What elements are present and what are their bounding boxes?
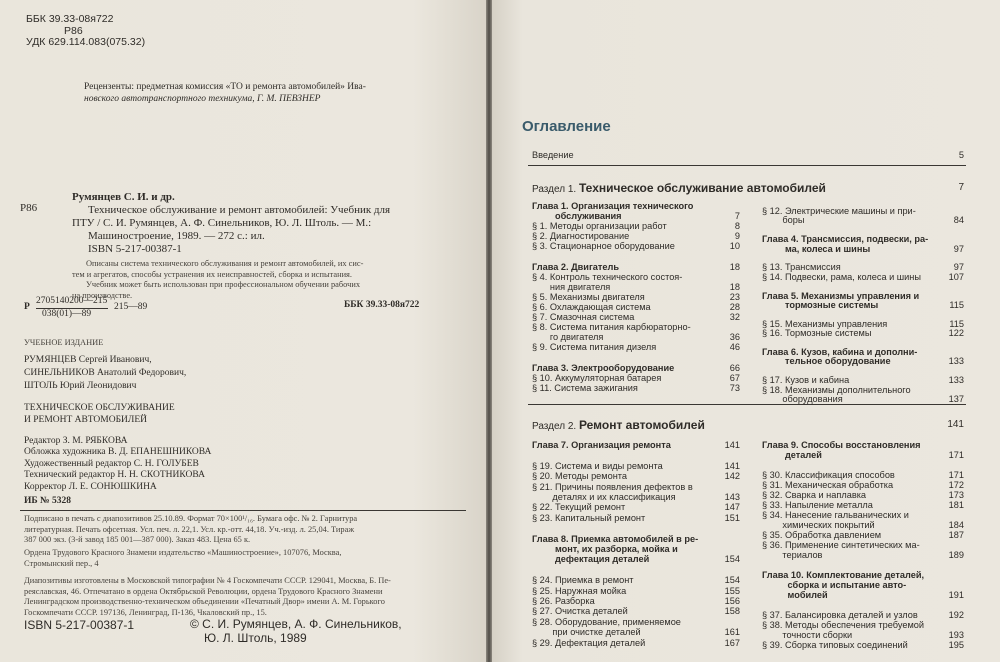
authors-list [24, 354, 186, 393]
toc-entry-title: § 15. Механизмы управления [762, 318, 888, 329]
toc-entry-page: 97 [953, 243, 964, 254]
left-page [0, 0, 486, 662]
description-line: Учебник может быть использован при профессиональном обучении рабочих [86, 280, 361, 289]
section-title: Ремонт автомобилей [578, 418, 705, 432]
toc-entry-title: § 21. Причины появления дефектов в [532, 481, 693, 492]
toc-entry-page: 23 [729, 291, 740, 302]
code-numerator: 2705140200—215 [36, 296, 108, 306]
author-full: СИНЕЛЬНИКОВ Анатолий Федорович, [24, 368, 187, 378]
isbn-bottom: ISBN 5-217-00387-1 [24, 618, 135, 632]
editor-line: Корректор Л. Е. СОНЮШКИНА [24, 481, 157, 492]
printing-line: Госкомпечати СССР. 197136, Ленинград, П-136, Чкаловский пр., 15. [24, 607, 267, 617]
bib-isbn: ISBN 5-217-00387-1 [88, 243, 182, 255]
toc-entry-page: 67 [729, 372, 740, 383]
printing-line: Диапозитивы изготовлены в Московской типографии № 4 Госкомпечати СССР. 129041, Москва, Б. Пе- [24, 576, 391, 585]
reviewers-line: новского автотранспортного техникума, Г. М. ПЕВЗНЕР [84, 93, 321, 104]
toc-entry-title: § 9. Система питания дизеля [532, 342, 657, 353]
toc-entry-page: 122 [948, 328, 964, 339]
toc-entry-title: § 4. Контроль технического состоя- [532, 271, 683, 282]
toc-entry-title: Глава 8. Приемка автомобилей в ре- [532, 533, 699, 544]
toc-entry-title: § 12. Электрические машины и при- [762, 206, 916, 216]
toc-entry-page: 133 [948, 375, 964, 386]
toc-entry-page: 28 [729, 302, 740, 312]
toc-entry-page: 167 [724, 637, 740, 648]
toc-entry-title: § 18. Механизмы дополнительного [762, 384, 911, 395]
toc-entry-title: ма, колеса и шины [762, 243, 871, 254]
toc-entry-page: 189 [948, 550, 964, 560]
udk-code: УДК 629.114.083(075.32) [26, 36, 146, 48]
toc-entry-title: § 32. Сварка и наплавка [762, 490, 867, 500]
title-line: И РЕМОНТ АВТОМОБИЛЕЙ [24, 415, 148, 425]
toc-entry-page: 8 [734, 221, 740, 232]
toc-entry-title: деталей [762, 450, 822, 460]
toc-entry-page: 184 [948, 520, 964, 530]
toc-entry-page: 158 [724, 606, 740, 617]
toc-entry-title: Глава 6. Кузов, кабина и дополни- [762, 347, 918, 357]
toc-entry-title: Глава 5. Механизмы управления и [762, 290, 920, 301]
toc-entry-title: § 28. Оборудование, применяемое [532, 616, 681, 627]
toc-entry-title: оборудования [762, 394, 843, 404]
toc-entry-title: § 36. Применение синтетических ма- [762, 540, 920, 550]
toc-entry-page: 161 [724, 627, 740, 638]
toc-entry-title: Глава 9. Способы восстановления [762, 440, 921, 450]
publisher-line: Стромынский пер., 4 [24, 558, 99, 568]
author-full: РУМЯНЦЕВ Сергей Иванович, [24, 355, 152, 365]
book-title [24, 402, 175, 426]
author-mark: Р86 [64, 24, 83, 37]
printing-info [24, 576, 391, 618]
description-line: Описаны система технического обслуживания и ремонт автомобилей, их сис- [86, 259, 364, 268]
toc-entry-title: § 14. Подвески, рама, колеса и шины [762, 271, 921, 282]
toc-entry-title: точности сборки [762, 630, 853, 640]
toc-entry-page: 172 [948, 480, 964, 490]
toc-entry-title: § 37. Балансировка деталей и узлов [762, 610, 918, 620]
toc-entry-page: 66 [729, 362, 740, 373]
toc-entry-title: Глава 10. Комплектование деталей, [762, 570, 925, 580]
bibliographic-record [72, 191, 390, 256]
toc-entry-title: деталях и их классификация [532, 492, 676, 502]
toc-entry-title: Глава 4. Трансмиссия, подвески, ра- [762, 234, 929, 245]
bbk-right: ББК 39.33-08я722 [344, 300, 420, 310]
toc-entry-title: мобилей [762, 590, 828, 600]
right-page [492, 0, 1000, 662]
toc-entry-title: § 6. Охлаждающая система [532, 302, 651, 312]
toc-entry-title: § 33. Напыление металла [762, 500, 873, 510]
toc-entry-page: 46 [729, 342, 740, 353]
section-number: Раздел 2. [532, 421, 577, 432]
toc-entry-title: ния двигателя [532, 281, 611, 292]
toc-entry-title: § 23. Капитальный ремонт [532, 512, 646, 523]
bib-line: ПТУ / С. И. Румянцев, А. Ф. Синельников, Ю. Л. Штоль. — М.: [72, 217, 372, 229]
toc-entry-page: 143 [724, 492, 740, 502]
edition-type: УЧЕБНОЕ ИЗДАНИЕ [24, 338, 104, 347]
toc-entry-title: § 13. Трансмиссия [762, 262, 841, 273]
editor-line: Художественный редактор С. Н. ГОЛУБЕВ [24, 458, 199, 469]
toc-entry-title: § 39. Сборка типовых соединений [762, 640, 908, 650]
toc-entry-title: § 22. Текущий ремонт [532, 502, 626, 513]
author-full: ШТОЛЬ Юрий Леонидович [24, 381, 137, 391]
author-mark-left: Р86 [20, 202, 38, 214]
description-line: на производстве. [72, 290, 133, 300]
toc-entry-title: при очистке деталей [532, 627, 641, 638]
toc-entry-page: 156 [724, 596, 740, 606]
toc-entry-title: § 26. Разборка [532, 596, 595, 606]
toc-entry-page: 155 [724, 585, 740, 596]
toc-entry-page: 115 [949, 318, 964, 329]
toc-entry-page: 187 [948, 530, 964, 540]
toc-entry-page: 32 [729, 312, 740, 323]
copyright-line: © С. И. Румянцев, А. Ф. Синельников, [190, 617, 402, 631]
toc-entry-title: Глава 1. Организация технического [532, 201, 694, 211]
toc-entry-page: 192 [948, 610, 964, 620]
section-number: Раздел 1. [532, 184, 577, 195]
toc-entry-page: 154 [724, 554, 740, 565]
toc-entry-title: § 34. Нанесение гальванических и [762, 510, 909, 520]
section-title: Техническое обслуживание автомобилей [578, 181, 826, 195]
description [72, 259, 363, 301]
toc-entry-title: § 29. Дефектация деталей [532, 637, 646, 648]
divider [528, 165, 966, 166]
toc-entry-page: 171 [948, 450, 964, 460]
publisher-line: Ордена Трудового Красного Знамени издательство «Машиностроение», 107076, Москва, [24, 548, 342, 557]
editor-line: Технический редактор Н. Н. СКОТНИКОВА [24, 470, 205, 481]
toc-entry-title: го двигателя [532, 332, 604, 343]
print-line: 387 000 экз. (3-й завод 185 001—387 000). Заказ 483. Цена 65 к. [24, 535, 251, 544]
editors-list [24, 436, 211, 493]
code-letter: Р [24, 302, 30, 312]
classification-block [26, 14, 145, 49]
reviewers-line: Рецензенты: предметная комиссия «ТО и ремонта автомобилей» Ива- [84, 82, 366, 92]
toc-entry-title: § 25. Наружная мойка [532, 585, 627, 596]
print-line: литературная. Печать офсетная. Усл. печ. л. 22,1. Усл. кр.-отт. 44,18. Уч.-изд. л. 25,04. Тираж [24, 524, 355, 534]
toc-entry-title: § 3. Стационарное оборудование [532, 241, 675, 252]
toc-entry-page: 9 [734, 231, 740, 242]
code-suffix: 215—89 [114, 302, 148, 312]
toc-entry-page: 147 [724, 502, 740, 513]
toc-entry-title: сборка и испытание авто- [762, 580, 907, 590]
bbk-code: ББК 39.33-08я722 [26, 13, 114, 25]
toc-entry-title: Глава 2. Двигатель [532, 261, 619, 272]
toc-entry-title: териалов [762, 550, 823, 560]
toc-entry-page: 107 [948, 271, 964, 282]
toc-entry-title: § 31. Механическая обработка [762, 480, 894, 490]
toc-entry-title: § 1. Методы организации работ [532, 221, 667, 232]
toc-entry-title: § 5. Механизмы двигателя [532, 291, 645, 302]
toc-entry-title: § 27. Очистка деталей [532, 606, 628, 617]
toc-entry-page: 173 [948, 490, 964, 500]
editor-line: Обложка художника В. Д. ЕПАНЕШНИКОВА [24, 447, 212, 458]
bib-line: Машиностроение, 1989. — 272 с.: ил. [88, 230, 265, 242]
editor-line: Редактор З. М. РЯБКОВА [24, 436, 128, 446]
print-info [24, 514, 357, 546]
toc-entry-page: 84 [953, 215, 964, 226]
toc-entry-page: 142 [724, 471, 740, 482]
toc-entry-title: Введение [532, 150, 574, 160]
toc-entry-title: дефектация деталей [532, 554, 650, 565]
toc-entry-title: § 30. Классификация способов [762, 470, 895, 480]
toc-entry-page: 191 [948, 590, 964, 600]
toc-entry-page: 18 [729, 261, 740, 272]
bib-line: Румянцев С. И. и др. [72, 191, 175, 203]
reviewers-block [84, 82, 366, 105]
toc-entry-page: 10 [729, 241, 740, 252]
toc-entry-title: Глава 3. Электрооборудование [532, 362, 675, 373]
toc-entry-page: 73 [729, 382, 740, 393]
toc-entry-page: 97 [953, 262, 964, 273]
copyright-line: Ю. Л. Штоль, 1989 [204, 631, 307, 645]
toc-entry-page: 137 [948, 394, 964, 404]
toc-entry-title: Глава 7. Организация ремонта [532, 440, 671, 450]
toc-entry-page: 141 [724, 440, 740, 450]
divider [528, 404, 966, 405]
ib-number: ИБ № 5328 [24, 496, 71, 506]
toc-entry-title: § 16. Тормозные системы [762, 328, 872, 339]
toc-entry-title: § 10. Аккумуляторная батарея [532, 372, 662, 383]
toc-entry-page: 133 [948, 356, 964, 367]
toc-entry-page: 115 [949, 300, 964, 310]
toc-entry-title: § 11. Система зажигания [532, 382, 638, 393]
copyright [190, 617, 402, 645]
publisher-info [24, 548, 341, 569]
printing-line: Ленинградском производственно-техническом объединении «Печатный Двор» имени А. М. Горького [24, 597, 385, 606]
toc-entry-title: § 8. Система питания карбюраторно- [532, 322, 691, 333]
printing-line: реяславская, 46. Отпечатано в ордена Октябрьской Революции, ордена Трудового Красного Знамени [24, 586, 383, 596]
toc-entry-page: 193 [948, 630, 964, 640]
toc-entry-title: монт, их разборка, мойка и [532, 544, 678, 554]
title-line: ТЕХНИЧЕСКОЕ ОБСЛУЖИВАНИЕ [24, 403, 175, 413]
toc-entry-title: химических покрытий [762, 520, 875, 530]
toc-entry-page: 151 [724, 512, 740, 523]
toc-entry-page: 36 [729, 332, 740, 343]
toc-entry-title: § 19. Система и виды ремонта [532, 460, 663, 471]
code-denominator: 038(01)—89 [42, 309, 92, 319]
toc-entry-page: 181 [948, 500, 964, 510]
section-page: 141 [947, 419, 964, 430]
toc-entry-page: 141 [724, 460, 740, 471]
toc-entry-page: 18 [729, 281, 740, 292]
toc-entry-title: § 2. Диагностирование [532, 231, 630, 242]
print-line: Подписано в печать с диапозитивов 25.10.89. Формат 70×100¹/₁₆. Бумага офс. № 2. Гарнитура [24, 514, 358, 523]
toc-entry-title: тельное оборудование [762, 356, 891, 367]
toc-entry-page: 195 [948, 640, 964, 650]
toc-entry-title: § 20. Методы ремонта [532, 471, 628, 482]
toc-entry-title: тормозные системы [762, 300, 879, 310]
toc-entry-title: § 38. Методы обеспечения требуемой [762, 620, 924, 630]
toc-entry-title: боры [762, 215, 805, 226]
toc-entry-page: 7 [734, 211, 740, 222]
toc-entry-title: обслуживания [532, 211, 622, 222]
toc-title: Оглавление [522, 118, 611, 135]
toc-entry-title: § 35. Обработка давлением [762, 530, 882, 540]
toc-entry-page: 5 [958, 150, 964, 160]
toc-entry-title: § 7. Смазочная система [532, 312, 635, 323]
section-page: 7 [958, 182, 964, 193]
toc-entry-page: 154 [724, 575, 740, 586]
toc-entry-title: § 17. Кузов и кабина [762, 375, 850, 386]
bib-line: Техническое обслуживание и ремонт автомобилей: Учебник для [88, 204, 391, 216]
toc-entry-page: 171 [948, 470, 964, 480]
toc-entry-title: § 24. Приемка в ремонт [532, 575, 634, 586]
divider [20, 510, 466, 511]
description-line: тем и агрегатов, способы устранения их неисправностей, сборка и испытания. [72, 269, 353, 279]
